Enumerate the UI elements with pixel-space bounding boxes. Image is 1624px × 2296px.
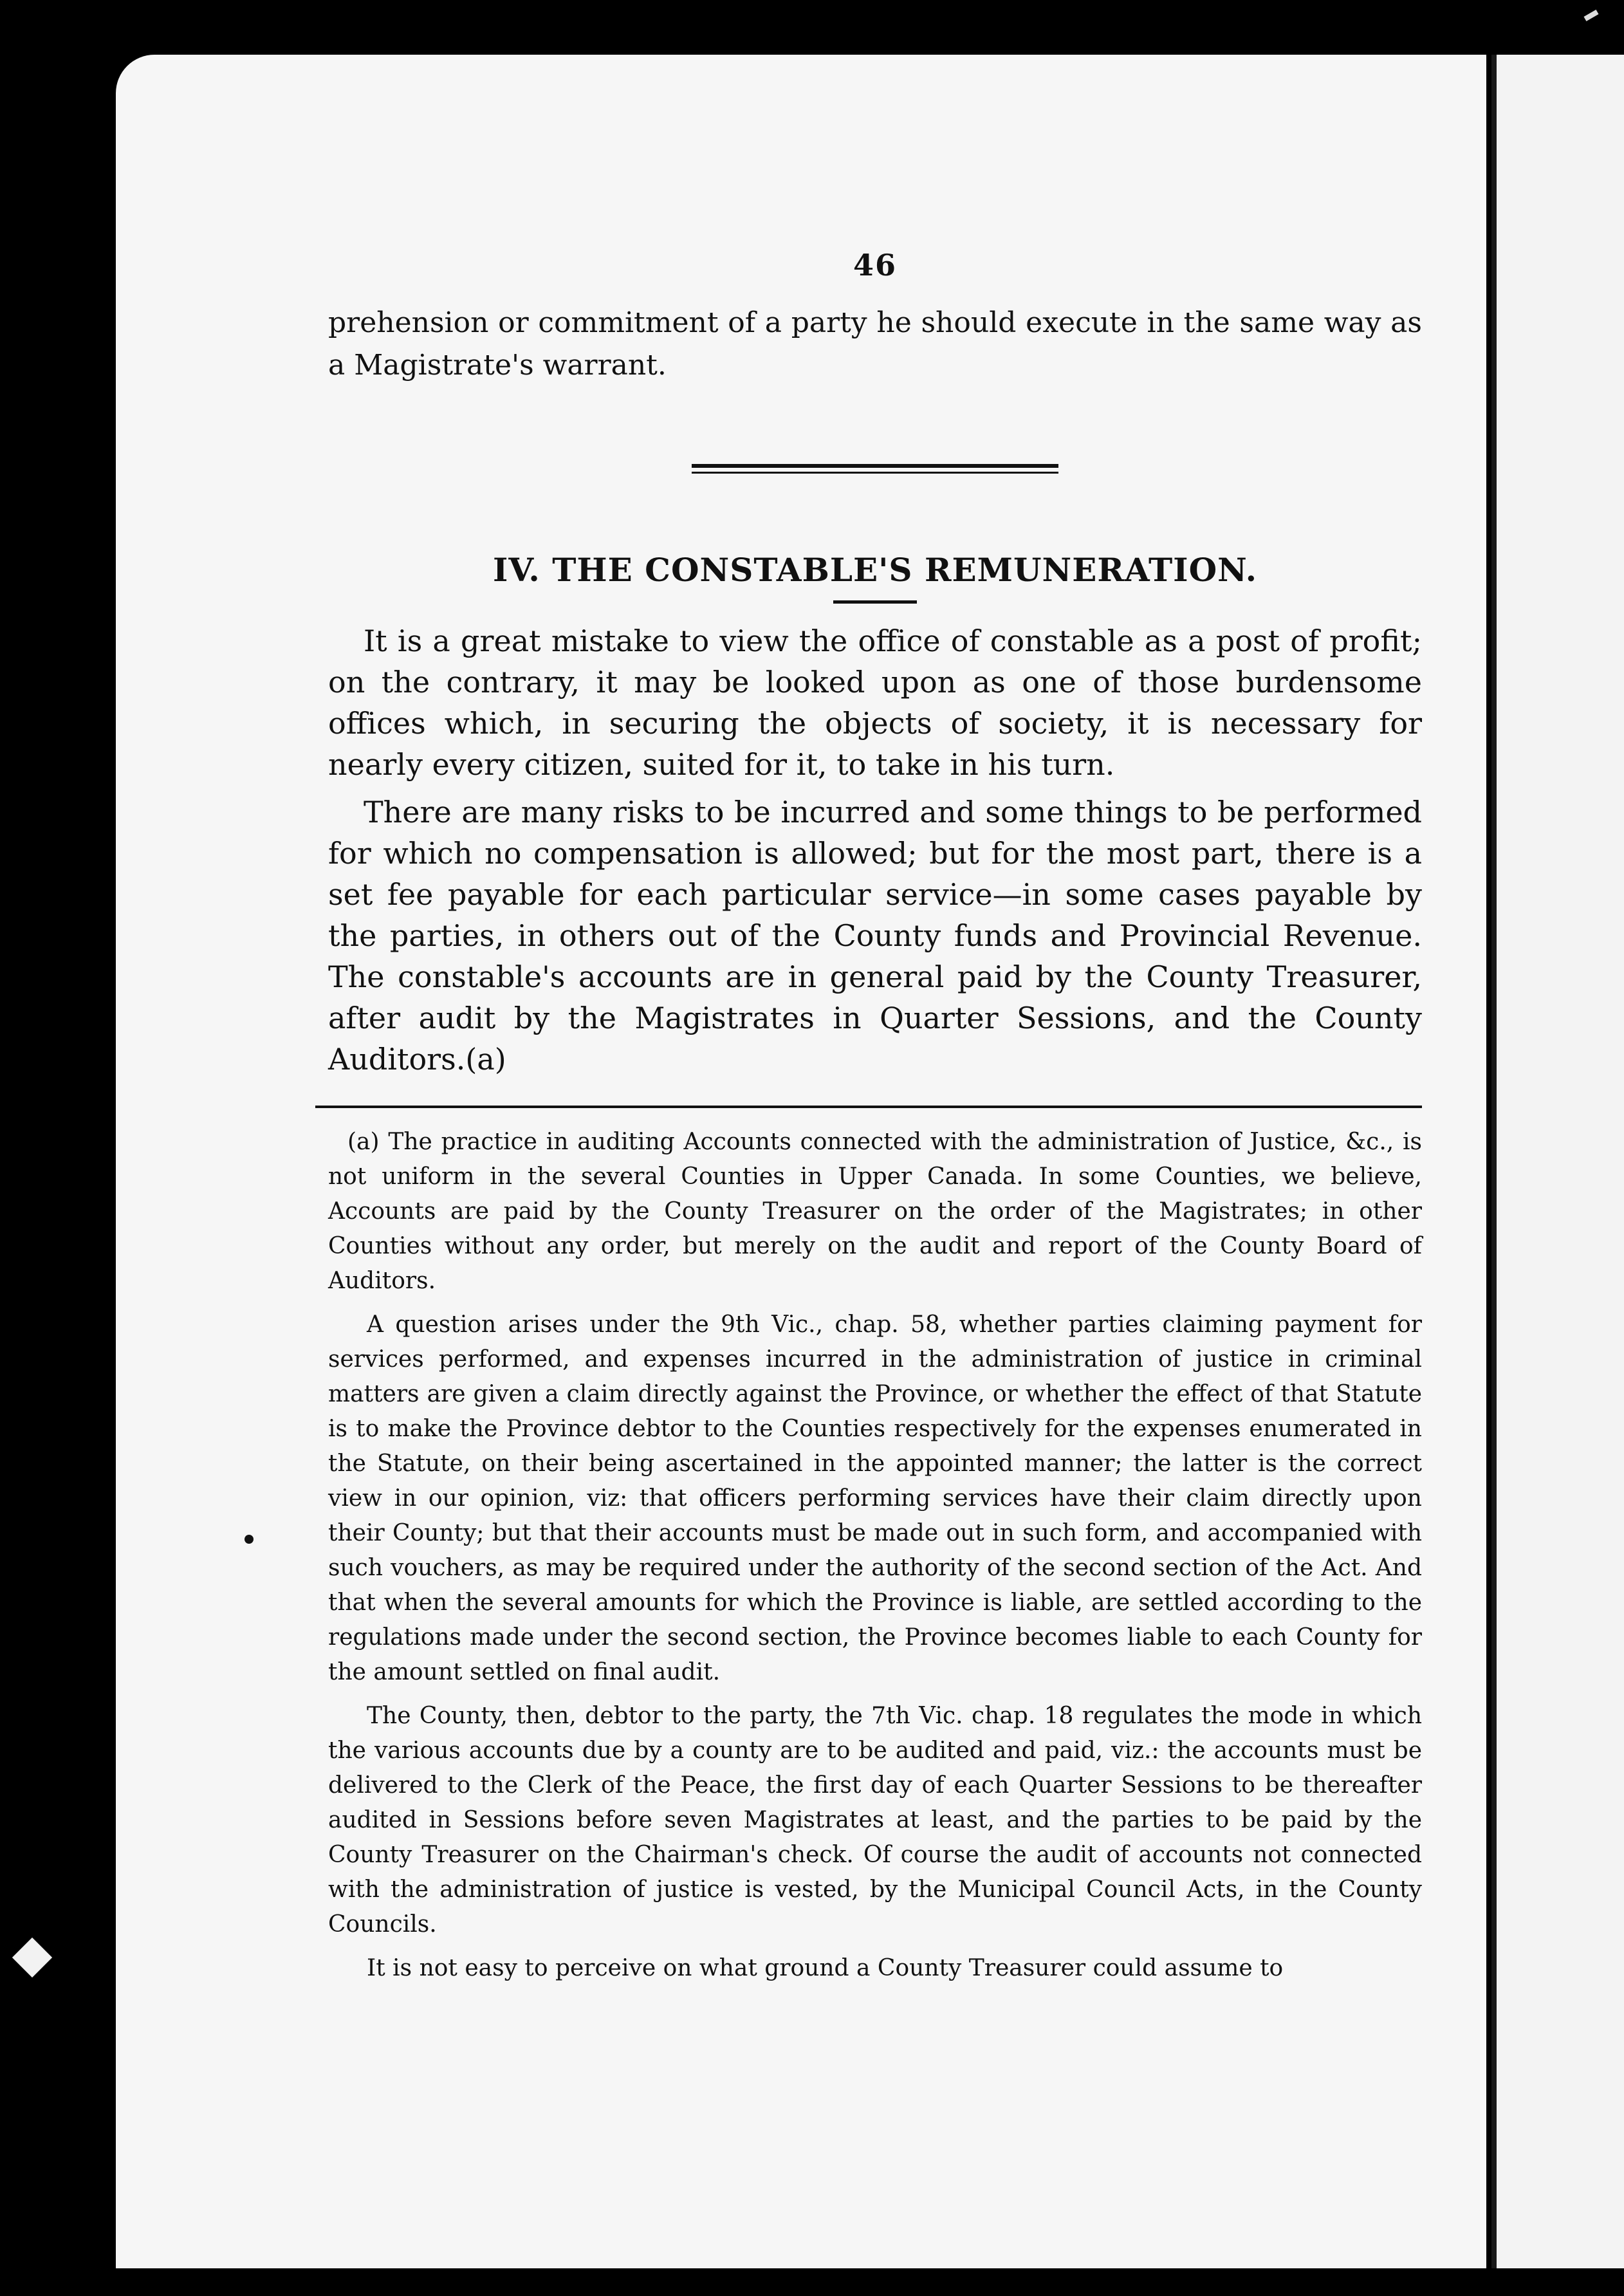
page-content <box>328 248 1422 1995</box>
section-divider <box>692 464 1058 474</box>
ink-dot <box>245 1535 254 1544</box>
footnote-paragraph: (a) The practice in auditing Accounts connected with the administration of Justice, &c., is not uniform in the several Counties in Upper Canada. In some Counties, we believe, Accounts are paid by the County Treasurer on the order of the Magistrates; in other Counties without any order, but merely on the audit and report of the County Board of Auditors. <box>328 1129 1422 1294</box>
facing-page-edge <box>1491 55 1624 2268</box>
carry-over-text: prehension or commitment of a party he should execute in the same way as a Magistrate's warrant. <box>328 306 1422 382</box>
footnote-paragraph: It is not easy to perceive on what ground a County Treasurer could assume to <box>367 1955 1284 1981</box>
body-paragraph: There are many risks to be incurred and some things to be performed for which no compensation is allowed; but for the most part, there is a set fee payable for each particular service—in some cases payable by the parties, in others out of the County funds and Provincial Revenue. The constable's accounts are in general paid by the County Treasurer, after audit by the Magistrates in Quarter Sessions, and the County Auditors.(a) <box>328 795 1422 1077</box>
footnote-paragraph: The County, then, debtor to the party, the 7th Vic. chap. 18 regulates the mode in which the various accounts due by a county are to be audited and paid, viz.: the accounts must be delivered to the Clerk of the Peace, the first day of each Quarter Sessions to be thereafter audited in Sessions before seven Magistrates at least, and the parties to be paid by the County Treasurer on the Chairman's check. Of course the audit of accounts not connected with the administration of justice is vested, by the Municipal Council Acts, in the County Councils. <box>328 1703 1422 1938</box>
book-page <box>116 55 1486 2268</box>
scan-speck <box>1583 10 1598 21</box>
footnote-paragraph: A question arises under the 9th Vic., chap. 58, whether parties claiming payment for services performed, and expenses incurred in the administration of justice in criminal matters are given a claim directly against the Province, or whether the effect of that Statute is to make the Province debtor to the Counties respectively for the expenses enumerated in the Statute, on their being ascertained in the appointed manner; the latter is the correct view in our opinion, viz: that officers performing services have their claim directly upon their County; but that their accounts must be made out in such form, and accompanied with such vouchers, as may be required under the authority of the second section of the Act. And that when the several amounts for which the Province is liable, are settled according to the regulations made under the second section, the Province becomes liable to each County for the amount settled on final audit. <box>328 1311 1422 1685</box>
section-heading: IV. THE CONSTABLE'S REMUNERATION. <box>492 551 1258 589</box>
footnote-rule <box>315 1106 1422 1108</box>
scan-mark <box>12 1938 52 1977</box>
page-number: 46 <box>853 248 897 282</box>
heading-rule <box>833 600 917 604</box>
body-paragraph: It is a great mistake to view the office of constable as a post of profit; on the contrary, it may be looked upon as one of those burdensome offices which, in securing the objects of society, it is necessary for nearly every citizen, suited for it, to take in his turn. <box>328 624 1422 782</box>
